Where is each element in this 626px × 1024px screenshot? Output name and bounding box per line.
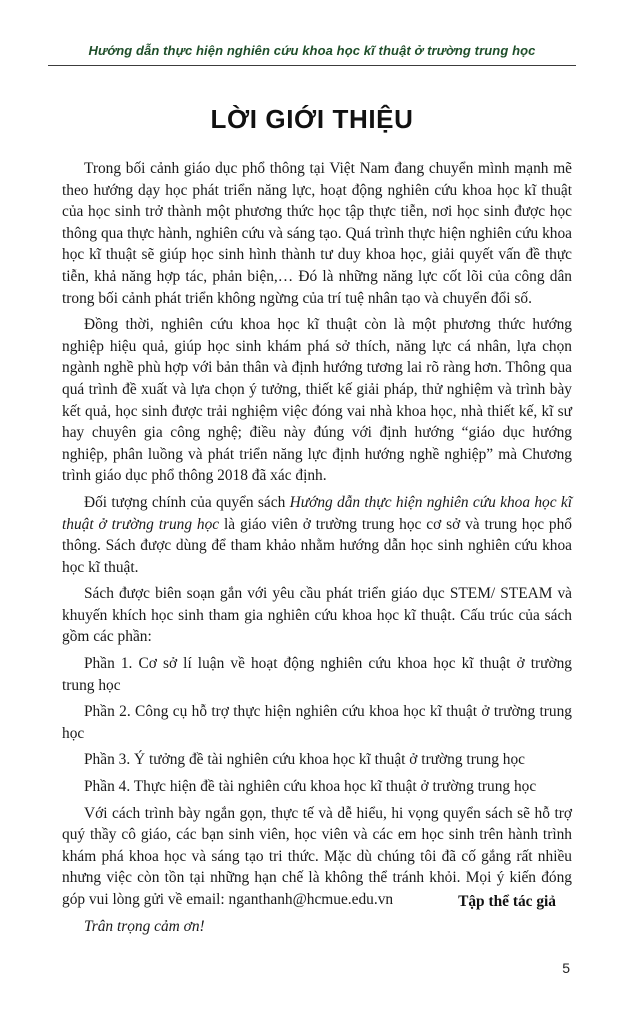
part-item-1: Phần 1. Cơ sở lí luận về hoạt động nghiên cứu khoa học kĩ thuật ở trường trung học (62, 655, 572, 694)
header-divider (48, 65, 576, 66)
audience-text-end: là giáo viên ở trường trung học cơ sở và trung học phổ thông. Sách được dùng để tham khảo nhằm hướng dẫn học sinh nghiên cứu khoa học kĩ thuật. (62, 515, 572, 576)
page-number: 5 (562, 960, 570, 976)
body-text (62, 158, 572, 942)
author-signature: Tập thể tác giả (458, 893, 556, 910)
part-item-3: Phần 3. Ý tưởng đề tài nghiên cứu khoa học kĩ thuật ở trường trung học (84, 751, 525, 769)
audience-text-start: Đối tượng chính của quyển sách (84, 493, 290, 511)
closing-thanks: Trân trọng cảm ơn! (84, 917, 205, 935)
page-title: LỜI GIỚI THIỆU (210, 104, 414, 134)
paragraph-closing-remarks: Với cách trình bày ngắn gọn, thực tế và dễ hiểu, hi vọng quyển sách sẽ hỗ trợ quý thầy cô giáo, các bạn sinh viên, học viên và các em học sinh trên hành trình khám phá khoa học và sáng tạo tri thức. Mặc dù chúng tôi đã cố gắng rất nhiều nhưng việc còn tồn tại những hạn chế là không thể tránh khỏi. Mọi ý kiến đóng góp vui lòng gửi về email: nganthanh@hcmue.edu.vn (62, 804, 572, 908)
paragraph-career-orientation: Đồng thời, nghiên cứu khoa học kĩ thuật còn là một phương thức hướng nghiệp hiệu quả, giúp học sinh khám phá sở thích, năng lực cá nhân, lựa chọn ngành nghề phù hợp với bản thân và định hướng tương lai rõ ràng hơn. Thông qua quá trình đề xuất và lựa chọn ý tưởng, thiết kế giải pháp, thử nghiệm và trình bày kết quả, học sinh được trải nghiệm việc đóng vai nhà khoa học, nhà thiết kế, kĩ sư hay chuyên gia công nghệ; điều này đúng với định hướng “giáo dục hướng nghiệp, phân luồng và phát triển năng lực định hướng nghề nghiệp” mà Chương trình giáo dục phổ thông 2018 đã xác định. (62, 316, 572, 485)
running-header: Hướng dẫn thực hiện nghiên cứu khoa học kĩ thuật ở trường trung học (88, 43, 536, 58)
paragraph-context: Trong bối cảnh giáo dục phổ thông tại Việt Nam đang chuyển mình mạnh mẽ theo hướng dạy học phát triển năng lực, hoạt động nghiên cứu khoa học kĩ thuật của học sinh trở thành một phương thức học tập thực tiễn, nơi học sinh được học thông qua thực hành, nghiên cứu và sáng tạo. Quá trình thực hiện nghiên cứu khoa học kĩ thuật sẽ giúp học sinh hình thành tư duy khoa học, giải quyết vấn đề thực tiễn, khả năng hợp tác, phản biện,… Đó là những năng lực cốt lõi của công dân trong bối cảnh phát triển không ngừng của trí tuệ nhân tạo và chuyển đổi số. (62, 160, 572, 307)
paragraph-structure: Sách được biên soạn gắn với yêu cầu phát triển giáo dục STEM/ STEAM và khuyến khích học sinh tham gia nghiên cứu khoa học kĩ thuật. Cấu trúc của sách gồm các phần: (62, 585, 572, 646)
part-item-4: Phần 4. Thực hiện đề tài nghiên cứu khoa học kĩ thuật ở trường trung học (84, 778, 537, 796)
paragraph-audience (62, 492, 572, 578)
book-title-italic: Hướng dẫn thực hiện nghiên cứu khoa học kĩ thuật ở trường trung học (62, 493, 572, 533)
part-item-2: Phần 2. Công cụ hỗ trợ thực hiện nghiên cứu khoa học kĩ thuật ở trường trung học (62, 703, 572, 742)
